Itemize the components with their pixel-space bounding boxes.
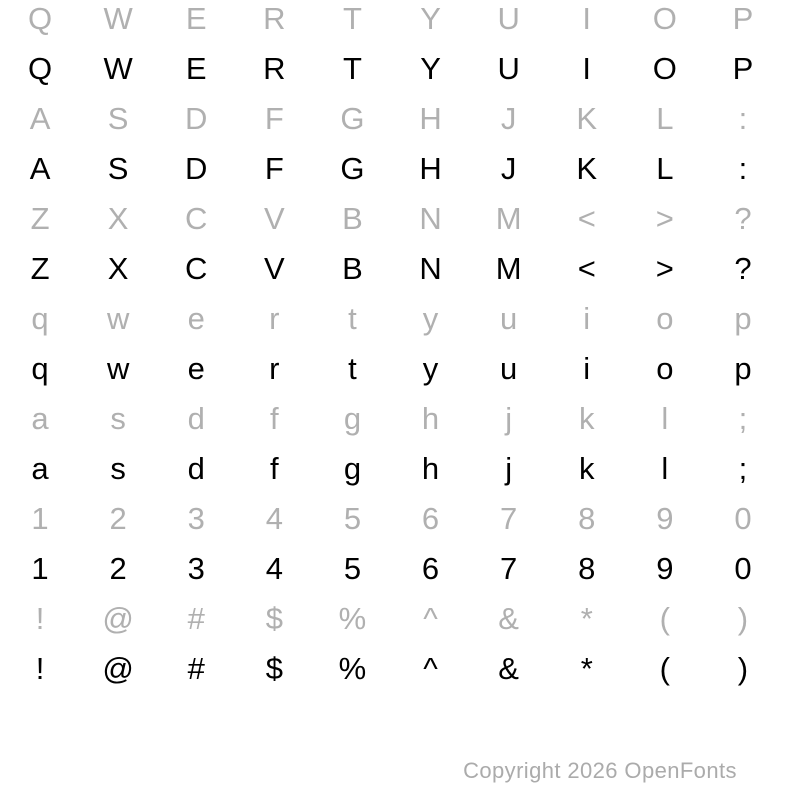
glyph-cell: P [732,1,754,36]
font-specimen-sheet [1,0,782,694]
glyph-cell: j [505,451,513,486]
glyph-cell: f [270,401,279,436]
glyph-cell: V [264,201,285,236]
glyph-cell: 4 [265,551,283,586]
glyph-cell: M [495,201,522,236]
glyph-cell: 8 [578,501,596,536]
glyph-row-solid [1,144,782,194]
glyph-cell: e [187,301,205,336]
glyph-cell: ) [737,601,749,636]
glyph-row-muted [1,394,782,444]
glyph-cell: h [421,451,440,486]
glyph-cell: C [185,251,208,286]
glyph-cell: 5 [343,501,362,536]
glyph-cell: M [495,251,522,286]
glyph-cell: > [655,201,674,236]
glyph-cell: < [577,201,596,236]
glyph-cell: * [580,651,593,686]
glyph-cell: & [498,601,519,636]
glyph-cell: U [497,1,520,36]
glyph-cell: 7 [500,501,518,536]
glyph-cell: j [505,401,513,436]
glyph-cell: 4 [265,501,283,536]
glyph-cell: w [106,351,130,386]
glyph-cell: : [738,101,748,136]
glyph-cell: W [103,1,133,36]
glyph-cell: 3 [187,501,205,536]
glyph-cell: ! [35,601,45,636]
glyph-cell: R [263,51,286,86]
glyph-cell: E [185,51,207,86]
glyph-cell: % [338,601,367,636]
glyph-cell: Q [27,1,53,36]
glyph-cell: ) [737,651,749,686]
glyph-cell: a [31,451,49,486]
glyph-cell: @ [102,651,134,686]
glyph-cell: t [348,301,357,336]
glyph-cell: ^ [423,601,438,636]
glyph-cell: d [187,451,205,486]
glyph-cell: d [187,401,205,436]
glyph-cell: < [577,251,596,286]
glyph-cell: I [582,1,592,36]
glyph-cell: Z [30,251,50,286]
glyph-cell: 6 [421,551,440,586]
glyph-cell: g [343,451,362,486]
glyph-cell: G [340,101,365,136]
glyph-cell: : [738,151,748,186]
glyph-cell: X [107,251,129,286]
glyph-cell: t [348,351,357,386]
glyph-row-muted [1,194,782,244]
glyph-row-solid [1,344,782,394]
glyph-cell: L [656,101,674,136]
glyph-cell: s [110,451,126,486]
glyph-cell: $ [265,651,283,686]
glyph-row-solid [1,544,782,594]
glyph-cell: q [31,351,49,386]
glyph-cell: H [419,101,442,136]
glyph-cell: ! [35,651,45,686]
glyph-cell: 3 [187,551,205,586]
glyph-cell: X [107,201,129,236]
glyph-cell: K [576,101,598,136]
glyph-cell: o [656,301,674,336]
glyph-row-solid [1,444,782,494]
glyph-cell: 2 [109,501,127,536]
glyph-cell: q [31,301,49,336]
glyph-cell: F [264,151,284,186]
glyph-cell: a [31,401,49,436]
glyph-cell: Z [30,201,50,236]
glyph-cell: D [185,151,208,186]
glyph-cell: W [103,51,133,86]
glyph-cell: S [107,151,129,186]
glyph-cell: I [582,51,592,86]
glyph-cell: 2 [109,551,127,586]
glyph-cell: f [270,451,279,486]
glyph-cell: K [576,151,598,186]
glyph-cell: T [342,1,362,36]
glyph-cell: Y [420,51,441,86]
glyph-cell: H [419,151,442,186]
glyph-cell: e [187,351,205,386]
glyph-row-muted [1,94,782,144]
glyph-cell: y [422,301,439,336]
glyph-cell: s [110,401,126,436]
glyph-cell: A [29,151,51,186]
glyph-cell: E [185,1,207,36]
glyph-cell: P [732,51,754,86]
glyph-cell: ; [738,451,748,486]
glyph-cell: > [655,251,674,286]
glyph-row-muted [1,494,782,544]
glyph-cell: i [583,301,591,336]
glyph-cell: r [269,301,280,336]
glyph-cell: B [342,201,363,236]
glyph-cell: g [343,401,362,436]
glyph-cell: & [498,651,519,686]
glyph-cell: ( [659,651,670,686]
glyph-cell: w [106,301,130,336]
glyph-cell: 6 [421,501,440,536]
glyph-cell: o [656,351,674,386]
glyph-cell: 1 [31,501,49,536]
glyph-cell: F [264,101,284,136]
glyph-cell: ? [734,201,752,236]
glyph-row-muted [1,0,782,44]
glyph-cell: O [652,51,677,86]
glyph-cell: 1 [31,551,49,586]
glyph-cell: $ [265,601,283,636]
glyph-cell: h [421,401,440,436]
glyph-cell: J [500,151,517,186]
glyph-cell: L [656,151,674,186]
glyph-cell: C [185,201,208,236]
glyph-cell: N [419,201,442,236]
glyph-cell: J [500,101,517,136]
glyph-row-solid [1,44,782,94]
glyph-cell: # [187,601,205,636]
glyph-cell: ; [738,401,748,436]
glyph-cell: Q [27,51,53,86]
glyph-cell: B [342,251,363,286]
glyph-row-muted [1,294,782,344]
copyright-text: Copyright 2026 OpenFonts [463,758,737,783]
glyph-cell: l [661,451,669,486]
glyph-cell: O [652,1,677,36]
glyph-cell: D [185,101,208,136]
glyph-cell: k [578,451,595,486]
glyph-row-solid [1,244,782,294]
glyph-cell: 0 [734,501,752,536]
glyph-cell: u [500,351,518,386]
glyph-cell: # [187,651,205,686]
glyph-row-solid [1,644,782,694]
glyph-cell: % [338,651,367,686]
glyph-cell: 9 [656,501,674,536]
glyph-cell: y [422,351,439,386]
glyph-cell: A [29,101,51,136]
glyph-cell: Y [420,1,441,36]
glyph-cell: R [263,1,286,36]
glyph-cell: p [734,351,752,386]
glyph-cell: @ [102,601,134,636]
glyph-cell: V [264,251,285,286]
glyph-cell: 9 [656,551,674,586]
glyph-cell: 5 [343,551,362,586]
glyph-cell: ^ [423,651,438,686]
glyph-cell: i [583,351,591,386]
glyph-cell: 0 [734,551,752,586]
glyph-cell: * [580,601,593,636]
glyph-cell: 8 [578,551,596,586]
glyph-cell: k [578,401,595,436]
glyph-cell: S [107,101,129,136]
glyph-cell: p [734,301,752,336]
glyph-cell: r [269,351,280,386]
glyph-cell: 7 [500,551,518,586]
glyph-cell: U [497,51,520,86]
glyph-cell: N [419,251,442,286]
glyph-cell: ( [659,601,670,636]
glyph-cell: ? [734,251,752,286]
glyph-cell: l [661,401,669,436]
glyph-row-muted [1,594,782,644]
glyph-cell: G [340,151,365,186]
glyph-cell: u [500,301,518,336]
glyph-cell: T [342,51,362,86]
